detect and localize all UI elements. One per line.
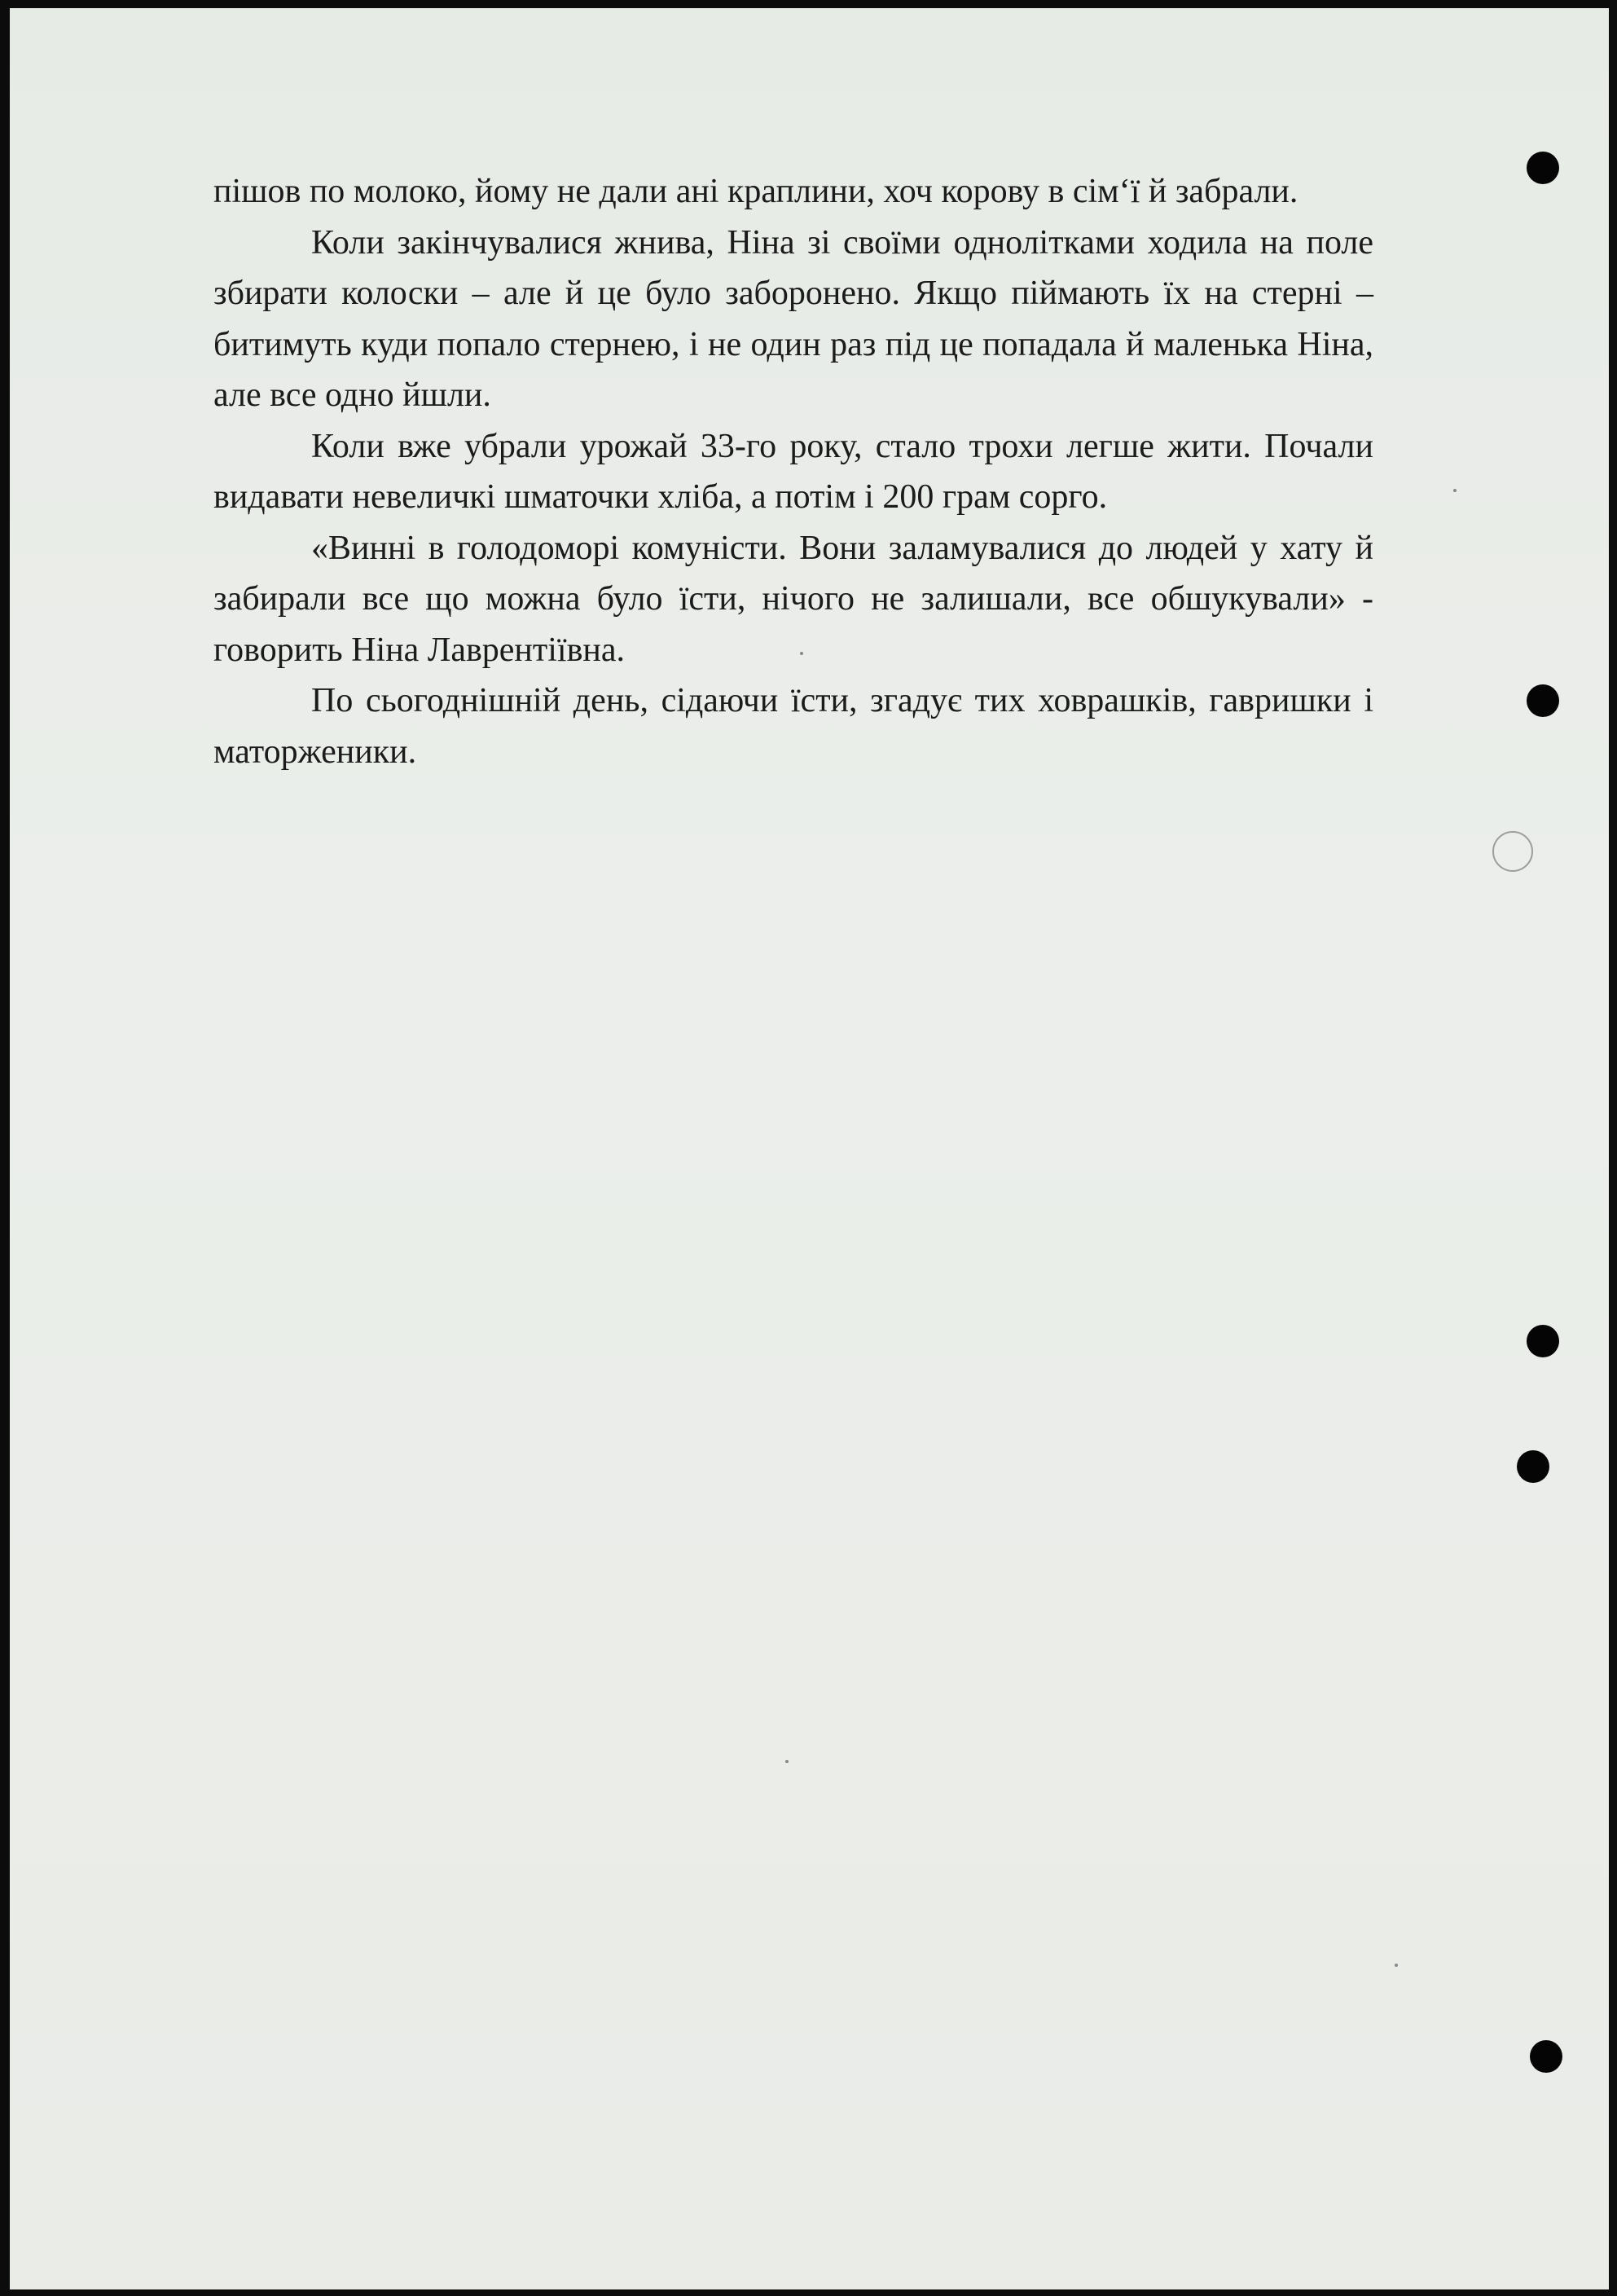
binder-hole-empty — [1492, 831, 1533, 872]
paragraph-2: Коли закінчувалися жнива, Ніна зі своїми однолітками ходила на поле збирати колоски – але й це було заборонено. Якщо піймають їх на стерні – битимуть куди попало стернею, і не один раз під це попадала й маленька Ніна, але все одно йшли. — [213, 223, 1373, 414]
paragraph-1: пішов по молоко, йому не дали ані краплини, хоч корову в сім‘ї й забрали. — [213, 173, 1298, 210]
binder-hole — [1517, 1450, 1549, 1483]
body-text — [213, 166, 1373, 777]
binder-hole — [1527, 684, 1559, 717]
paper-speck — [785, 1760, 789, 1763]
paper-speck — [800, 652, 803, 655]
binder-hole — [1530, 2040, 1562, 2073]
document-page — [10, 8, 1609, 2289]
binder-hole — [1527, 1325, 1559, 1357]
paragraph-4: «Винні в голодоморі комуністи. Вони заламувалися до людей у хату й забирали все що можна було їсти, нічого не залишали, все обшукували» - говорить Ніна Лаврентіївна. — [213, 529, 1373, 669]
paragraph-3: Коли вже убрали урожай 33-го року, стало трохи легше жити. Почали видавати невеличкі шматочки хліба, а потім і 200 грам сорго. — [213, 427, 1373, 516]
paragraph-5: По сьогоднішній день, сідаючи їсти, згадує тих ховрашків, гавришки і маторженики. — [213, 682, 1373, 771]
paper-speck — [1395, 1964, 1398, 1967]
paper-speck — [1453, 489, 1457, 492]
binder-hole — [1527, 152, 1559, 184]
